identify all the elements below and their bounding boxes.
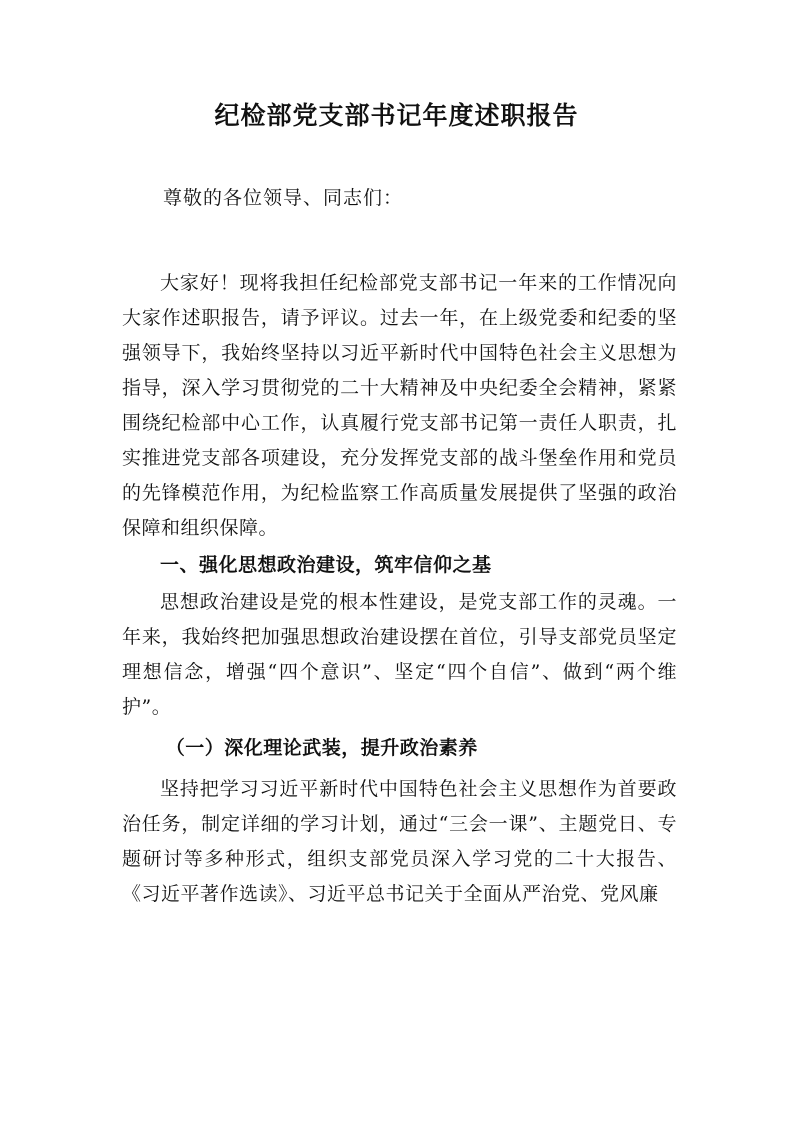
document-title: 纪检部党支部书记年度述职报告 (214, 101, 579, 130)
salutation: 尊敬的各位领导、同志们： (163, 187, 404, 209)
subsection-heading: （一）深化理论武装，提升政治素养 (165, 737, 478, 759)
section-heading: 一、强化思想政治建设，筑牢信仰之基 (160, 554, 492, 576)
intro-paragraph: 大家好！现将我担任纪检部党支部书记一年来的工作情况向大家作述职报告，请予评议。过去一年，在上级党委和纪委的坚强领导下，我始终坚持以习近平新时代中国特色社会主义思想为指导，深入学习贯彻党的二十大精神及中央纪委全会精神，紧紧围绕纪检部中心工作，认真履行党支部书记第一责任人职责，扎实推进党支部各项建设，充分发挥党支部的战斗堡垒作用和党员的先锋模范作用，为纪检监察工作高质量发展提供了坚强的政治保障和组织保障。 (122, 272, 677, 539)
document-body (122, 266, 677, 912)
subsection-paragraph: 坚持把学习习近平新时代中国特色社会主义思想作为首要政治任务，制定详细的学习计划，通过“三会一课”、主题党日、专题研讨等多种形式，组织支部党员深入学习党的二十大报告、《习近平著作选读》、习近平总书记关于全面从严治党、党风廉 (122, 778, 677, 905)
section-paragraph: 思想政治建设是党的根本性建设，是党支部工作的灵魂。一年来，我始终把加强思想政治建设摆在首位，引导支部党员坚定理想信念，增强“四个意识”、坚定“四个自信”、做到“两个维护”。 (122, 591, 677, 718)
